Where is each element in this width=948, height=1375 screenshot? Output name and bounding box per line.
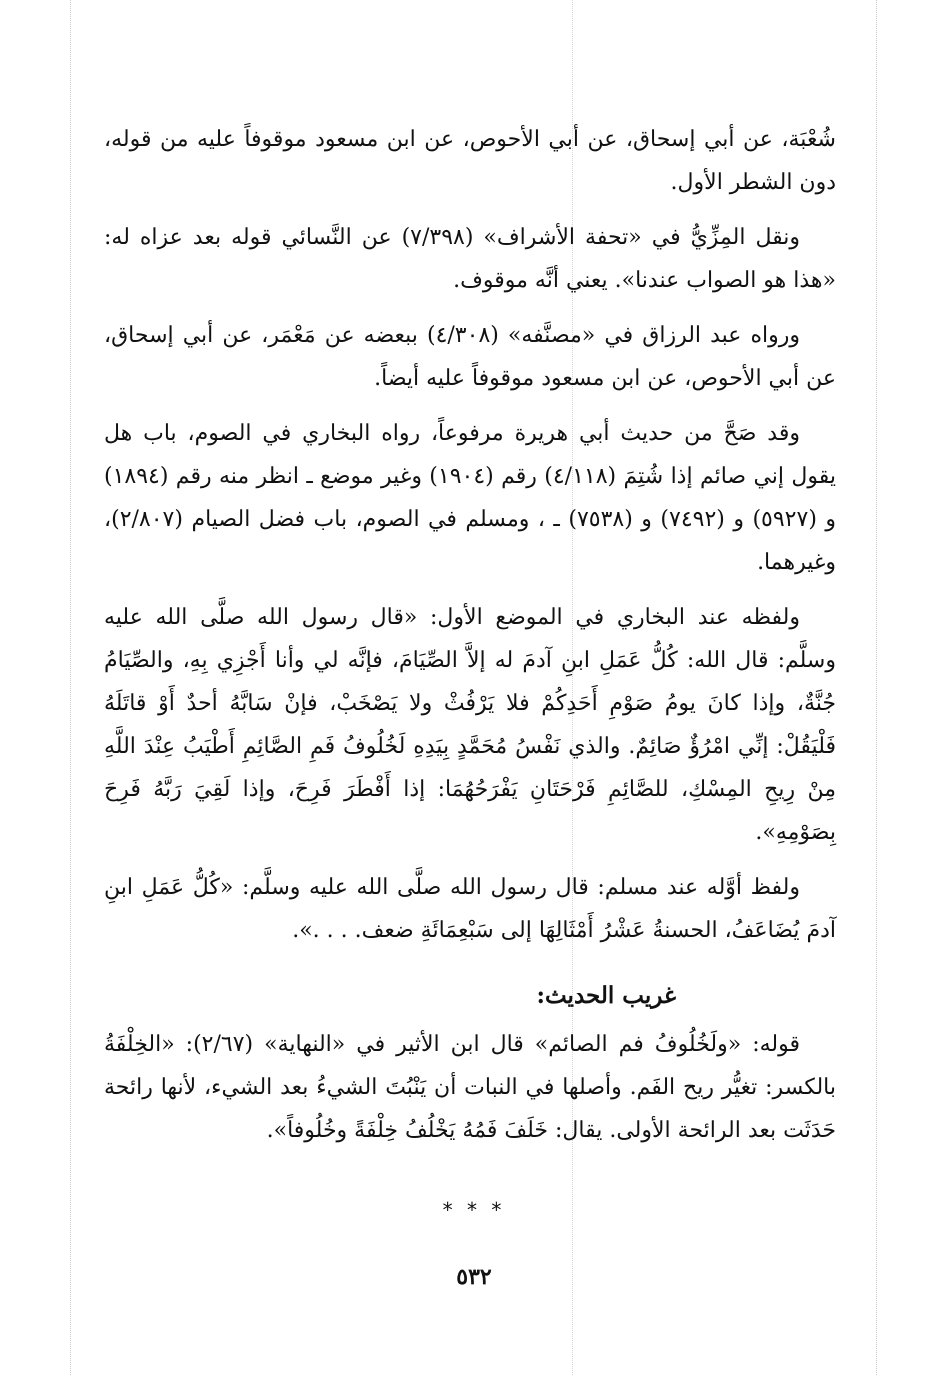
section-separator: * * * (442, 1198, 506, 1222)
paragraph-hadith-text: ولفظه عند البخاري في الموضع الأول: «قال رسول الله صلَّى الله عليه وسلَّم: قال الله: كُلُّ عَمَلِ ابنِ آدمَ له إلاَّ الصِّيَامَ، فإنَّه لي وأنا أَجْزِي بِهِ، والصِّيَامُ جُنَّةٌ، وإذا كانَ يومُ صَوْمِ أَحَدِكُمْ فلا يَرْفُثْ ولا يَصْخَبْ، فإنْ سَابَّهُ أحدٌ أَوْ قاتَلَهُ فَلْيَقُلْ: إنِّي امْرُؤٌ صَائِمٌ. والذي نَفْسُ مُحَمَّدٍ بِيَدِهِ لَخُلُوفُ فَمِ الصَّائِمِ أَطْيَبُ عِنْدَ اللَّهِ مِنْ رِيحِ المِسْكِ، للصَّائِمِ فَرْحَتَانِ يَفْرَحُهُمَا: إذا أَفْطَرَ فَرِحَ، وإذا لَقِيَ رَبَّهُ فَرِحَ بِصَوْمِهِ». (104, 605, 836, 845)
paragraph-bukhari-reference: وقد صَحَّ من حديث أبي هريرة مرفوعاً، رواه البخاري في الصوم، باب هل يقول إني صائم إذا شُتِمَ (٤/١١٨) رقم (١٩٠٤) وغير موضع ـ انظر منه رقم (١٨٩٤) و (٥٩٢٧) و (٧٤٩٢) و (٧٥٣٨) ـ ، ومسلم في الصوم، باب فضل الصيام (٢/٨٠٧)، وغيرهما. (104, 421, 837, 575)
paragraph-gloss: قوله: «ولَخُلُوفُ فم الصائم» قال ابن الأثير في «النهاية» (٢/٦٧): «الخِلْفَةُ بالكسر: تغيُّر ريح الفَم. وأصلها في النبات أن يَنْبُتَ الشيءُ بعد الشيء، لأنها رائحة حَدَثَت بعد الرائحة الأولى. يقال: خَلَفَ فَمُهُ يَخْلُفُ خِلْفَةً وخُلُوفاً». (104, 1032, 836, 1143)
page-body (104, 118, 836, 1164)
page-number: ٥٣٢ (456, 1264, 492, 1290)
paragraph-muslim-wording: ولفظ أوَّله عند مسلم: قال رسول الله صلَّى الله عليه وسلَّم: «كُلُّ عَمَلِ ابنِ آدمَ يُضَاعَفُ، الحسنةُ عَشْرُ أَمْثَالِهَا إلى سَبْعِمَائَةِ ضعف. . . .». (104, 875, 836, 943)
paragraph-mizzi: ونقل المِزِّيُّ في «تحفة الأشراف» (٧/٣٩٨) عن النَّسائي قوله بعد عزاه له: «هذا هو الصواب عندنا». يعني أنَّه موقوف. (104, 225, 836, 293)
paragraph-abdurrazzaq: ورواه عبد الرزاق في «مصنَّفه» (٤/٣٠٨) ببعضه عن مَعْمَر، عن أبي إسحاق، عن أبي الأحوص، عن ابن مسعود موقوفاً عليه أيضاً. (104, 323, 836, 391)
scan-artifact-line (70, 0, 71, 1375)
paragraph-continuation: شُعْبَة، عن أبي إسحاق، عن أبي الأحوص، عن ابن مسعود موقوفاً عليه من قوله، دون الشطر الأول. (104, 127, 836, 195)
scan-artifact-line (876, 0, 877, 1375)
section-heading: غريب الحديث: (536, 982, 676, 1009)
